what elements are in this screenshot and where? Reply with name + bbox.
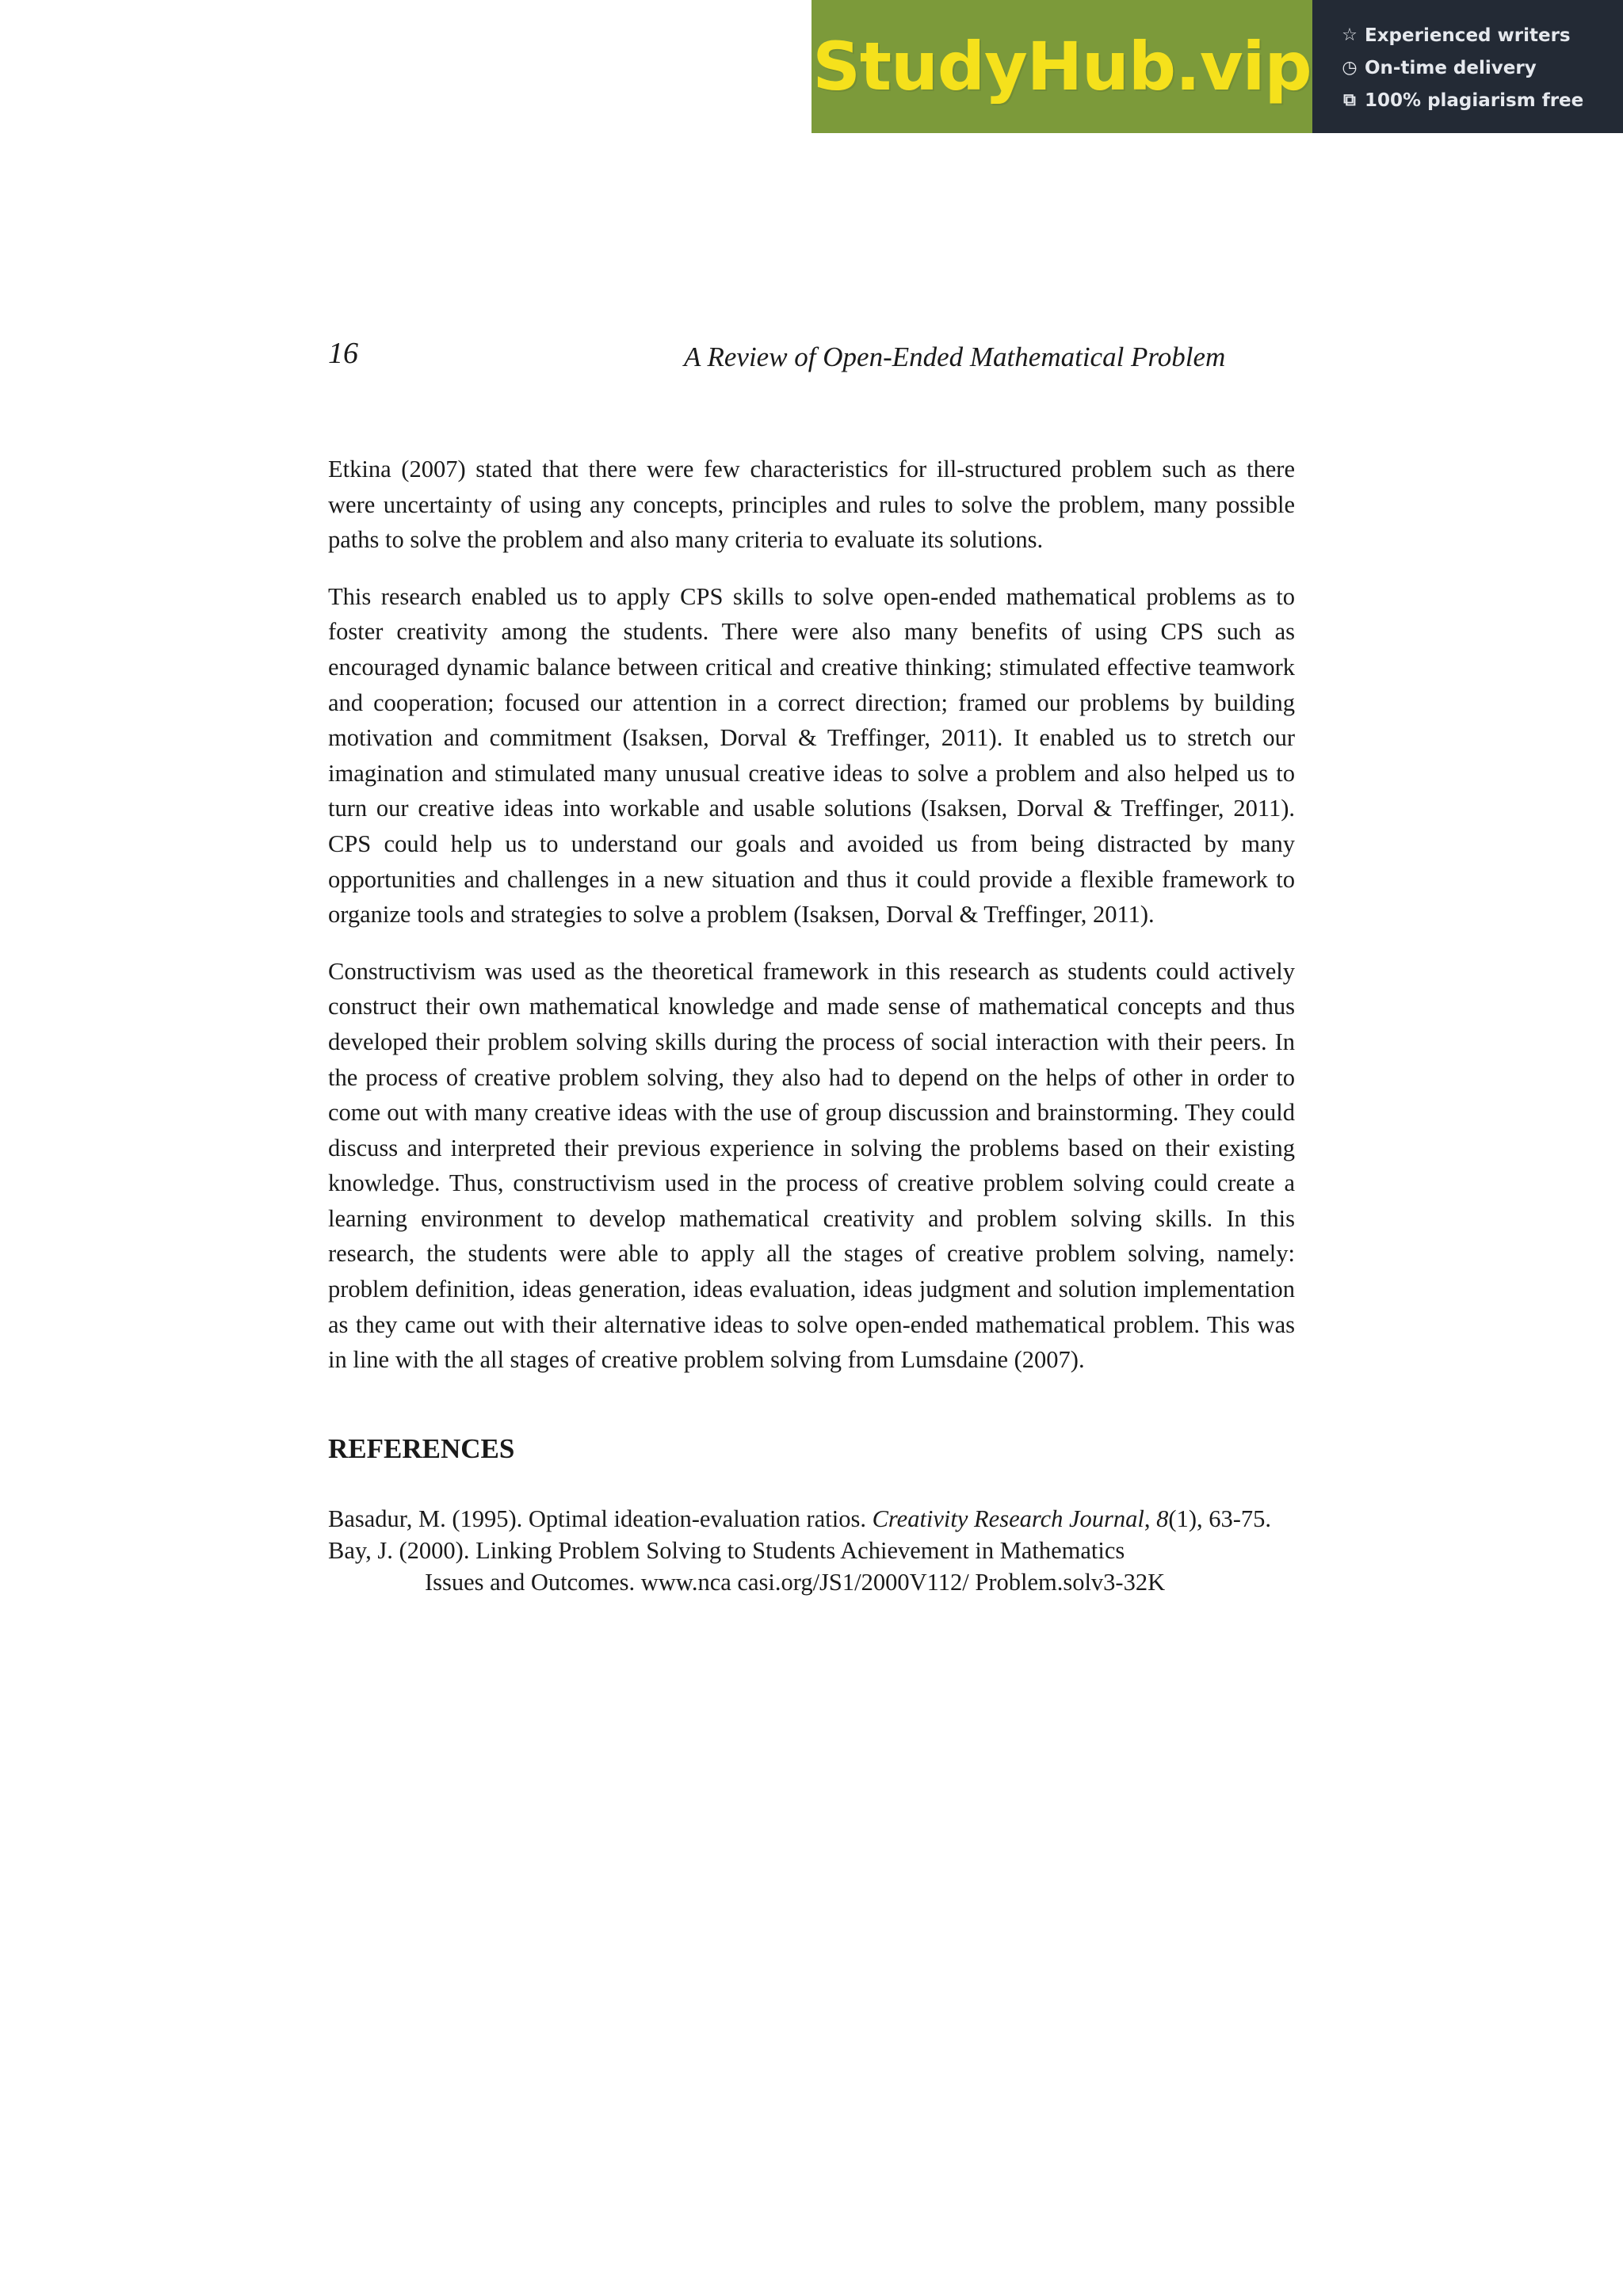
- feature-label: 100% plagiarism free: [1365, 90, 1584, 111]
- reference-separator: ,: [1144, 1505, 1157, 1532]
- banner-features: [1312, 0, 1623, 133]
- feature-on-time-delivery: [1339, 51, 1623, 84]
- feature-experienced-writers: [1339, 19, 1623, 51]
- reference-basadur: [328, 1503, 1295, 1535]
- studyhub-banner: [812, 0, 1623, 133]
- body-paragraph-1: Etkina (2007) stated that there were few characteristics for ill-structured problem such as there were uncertainty of using any concepts, principles and rules to solve the problem, many possible paths to solve the problem and also many criteria to evaluate its solutions.: [328, 456, 1295, 554]
- references-list: [328, 1503, 1295, 1598]
- body-paragraph-2: This research enabled us to apply CPS skills to solve open-ended mathematical problems as to foster creativity among the students. There were also many benefits of using CPS such as encouraged dynamic balance between critical and creative thinking; stimulated effective teamwork and cooperation; focused our attention in a correct direction; framed our problems by building motivation and commitment (Isaksen, Dorval & Treffinger, 2011). It enabled us to stretch our imagination and stimulated many unusual creative ideas to solve a problem and also helped us to turn our creative ideas into workable and usable solutions (Isaksen, Dorval & Treffinger, 2011). CPS could help us to understand our goals and avoided us from being distracted by many opportunities and challenges in a new situation and thus it could provide a flexible framework to organize tools and strategies to solve a problem (Isaksen, Dorval & Treffinger, 2011).: [328, 582, 1295, 929]
- reference-volume: 8: [1156, 1505, 1169, 1532]
- studyhub-logo: StudyHub.vip: [812, 28, 1312, 105]
- reference-bay: [328, 1535, 1295, 1598]
- running-title: A Review of Open-Ended Mathematical Problem: [684, 341, 1226, 372]
- reference-tail: (1), 63-75.: [1168, 1505, 1272, 1532]
- feature-plagiarism-free: [1339, 84, 1623, 116]
- feature-label: Experienced writers: [1365, 25, 1571, 46]
- page-content: [328, 452, 1295, 1598]
- studyhub-logo-link[interactable]: [812, 0, 1312, 133]
- page-number: 16: [328, 337, 358, 370]
- copy-icon: ⧉: [1343, 90, 1356, 110]
- references-heading: REFERENCES: [328, 1432, 515, 1464]
- reference-journal: Creativity Research Journal: [872, 1505, 1144, 1532]
- body-paragraph-3: Constructivism was used as the theoretical framework in this research as students could actively construct their own mathematical knowledge and made sense of mathematical concepts and thus developed their problem solving skills during the process of social interaction with their peers. In the process of creative problem solving, they also had to depend on the helps of other in order to come out with many creative ideas with the use of group discussion and brainstorming. They could discuss and interpreted their previous experience in solving the problems based on their existing knowledge. Thus, constructivism used in the process of creative problem solving could create a learning environment to develop mathematical creativity and problem solving skills. In this research, the students were able to apply all the stages of creative problem solving, namely: problem definition, ideas generation, ideas evaluation, ideas judgment and solution implementation as they came out with their alternative ideas to solve open-ended mathematical problem. This was in line with the all stages of creative problem solving from Lumsdaine (2007).: [328, 957, 1295, 1374]
- clock-icon: ◷: [1342, 58, 1358, 78]
- reference-lead: Basadur, M. (1995). Optimal ideation-evaluation ratios.: [328, 1505, 873, 1532]
- reference-line-2: Issues and Outcomes. www.nca casi.org/JS1/2000V112/ Problem.solv3-32K: [425, 1568, 1166, 1596]
- feature-label: On-time delivery: [1365, 57, 1537, 78]
- star-outline-icon: ☆: [1342, 25, 1358, 45]
- reference-line-1: Bay, J. (2000). Linking Problem Solving to Students Achievement in Mathematics: [328, 1536, 1125, 1564]
